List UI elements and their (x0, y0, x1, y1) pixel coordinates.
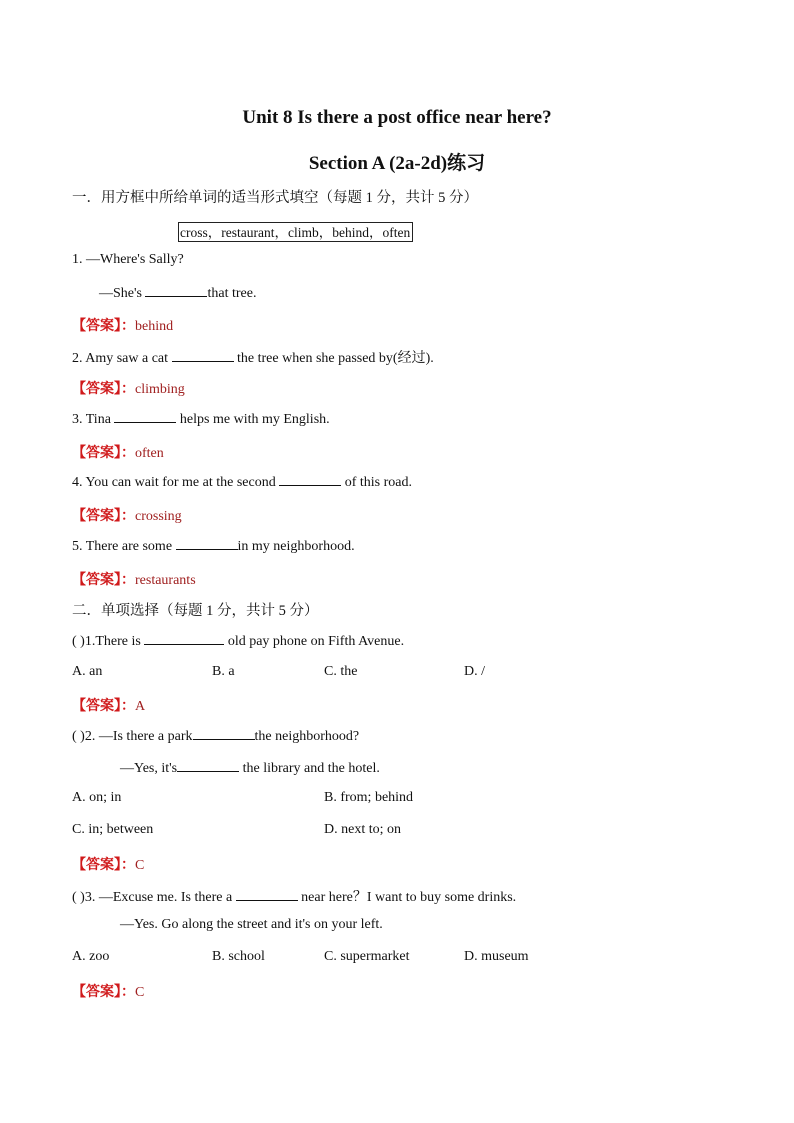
answer-label: 【答案】： (72, 985, 135, 1000)
s2-q2-text-pre: ( )2. —Is there a park (72, 729, 193, 744)
s2-q3-option-b: B. school (212, 949, 265, 964)
answer-value: restaurants (135, 573, 196, 588)
s2-q1-option-a: A. an (72, 664, 103, 679)
s2-q3 (72, 886, 516, 906)
answer-blank (193, 727, 255, 740)
answer-value: C (135, 985, 145, 1000)
s1-q5-answer (72, 569, 196, 589)
answer-blank (236, 888, 298, 901)
s1-q4-answer (72, 505, 182, 525)
s2-q2-option-d: D. next to; on (324, 822, 401, 837)
s2-q1-text-pre: ( )1.There is (72, 634, 145, 649)
s2-q3-line2: —Yes. Go along the street and it's on your left. (120, 917, 383, 932)
s1-q5-text-post: in my neighborhood. (237, 539, 355, 554)
s2-q1-option-d: D. / (464, 664, 485, 679)
s2-q3-text-post: near here？I want to buy some drinks. (297, 890, 517, 905)
section1-heading: 一．用方框中所给单词的适当形式填空（每题 1 分，共计 5 分） (72, 190, 478, 206)
s2-q3-text-pre: ( )3. —Excuse me. Is there a (72, 890, 236, 905)
answer-blank (145, 284, 207, 297)
s1-q2 (72, 347, 434, 367)
answer-label: 【答案】： (72, 699, 135, 714)
answer-blank (177, 759, 239, 772)
answer-value: climbing (135, 382, 185, 397)
answer-label: 【答案】： (72, 319, 135, 334)
answer-value: crossing (135, 509, 182, 524)
answer-blank (172, 349, 234, 362)
s1-q1-line1: 1. —Where's Sally? (72, 252, 184, 267)
answer-label: 【答案】： (72, 858, 135, 873)
s2-q1-option-c: C. the (324, 664, 358, 679)
s2-q3-answer (72, 981, 144, 1001)
answer-value: A (135, 699, 146, 714)
s1-q2-text-post: the tree when she passed by(经过). (233, 351, 434, 366)
s2-q2-text-post: the neighborhood? (254, 729, 360, 744)
answer-blank (114, 410, 176, 423)
s2-q3-option-c: C. supermarket (324, 949, 410, 964)
s2-q1-option-b: B. a (212, 664, 235, 679)
s1-q1-text-pre: —She's (99, 286, 146, 301)
s2-q2-option-c: C. in; between (72, 822, 154, 837)
answer-blank (144, 632, 224, 645)
s2-q2-line2-post: the library and the hotel. (239, 761, 380, 776)
answer-blank (279, 473, 341, 486)
s2-q2-option-b: B. from; behind (324, 790, 414, 805)
s2-q3-option-a: A. zoo (72, 949, 110, 964)
s1-q3-answer (72, 442, 164, 462)
s1-q2-text-pre: 2. Amy saw a cat (72, 351, 172, 366)
s2-q1-text-post: old pay phone on Fifth Avenue. (224, 634, 405, 649)
s1-q3-text-pre: 3. Tina (72, 412, 115, 427)
answer-value: often (135, 446, 164, 461)
s2-q1-answer (72, 695, 145, 715)
s1-q1-answer (72, 315, 173, 335)
s1-q2-answer (72, 378, 185, 398)
s2-q2-option-a: A. on; in (72, 790, 122, 805)
s2-q3-option-d: D. museum (464, 949, 529, 964)
s2-q2-line2 (120, 759, 380, 777)
s1-q4-text-post: of this road. (341, 475, 412, 490)
page-subtitle: Section A (2a-2d)练习 (308, 153, 486, 174)
section2-heading: 二．单项选择（每题 1 分，共计 5 分） (72, 603, 319, 619)
s1-q4 (72, 473, 412, 491)
s1-q1-line2 (99, 284, 256, 302)
page-title: Unit 8 Is there a post office near here? (242, 107, 552, 128)
answer-label: 【答案】： (72, 509, 135, 524)
s2-q1 (72, 632, 404, 650)
answer-blank (176, 537, 238, 550)
answer-value: behind (135, 319, 174, 334)
s2-q2 (72, 727, 359, 745)
s1-q5 (72, 537, 355, 555)
word-box: cross，restaurant，climb，behind，often (178, 222, 413, 242)
answer-label: 【答案】： (72, 446, 135, 461)
s1-q3-text-post: helps me with my English. (176, 412, 330, 427)
s1-q3 (72, 410, 330, 428)
s1-q5-text-pre: 5. There are some (72, 539, 176, 554)
answer-value: C (135, 858, 145, 873)
s2-q2-answer (72, 854, 144, 874)
answer-label: 【答案】： (72, 382, 135, 397)
s1-q1-text-post: that tree. (207, 286, 257, 301)
s1-q4-text-pre: 4. You can wait for me at the second (72, 475, 280, 490)
answer-label: 【答案】： (72, 573, 135, 588)
s2-q2-line2-pre: —Yes, it's (120, 761, 178, 776)
